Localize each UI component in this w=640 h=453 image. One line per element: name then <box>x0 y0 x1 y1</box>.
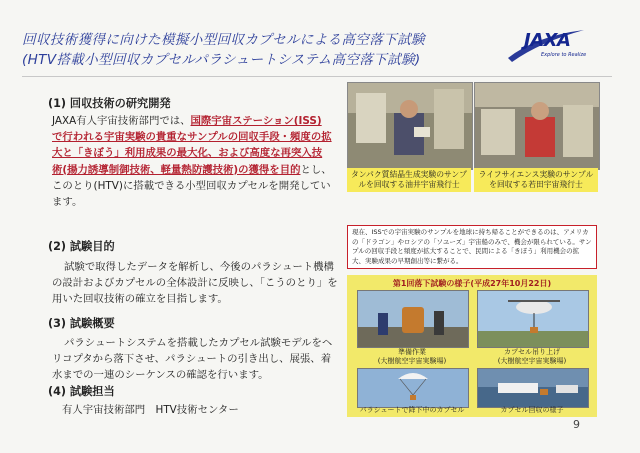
drop-test-panel <box>347 275 597 417</box>
prep-work-caption: 準備作業 (大樹航空宇宙実験場) <box>377 348 447 365</box>
parachute-descent-caption: パラシュートで降下中のカプセル <box>359 406 465 414</box>
section-4-body: 有人宇宙技術部門 HTV技術センター <box>62 404 239 416</box>
iss-return-note: 現在、ISSでの宇宙実験のサンプルを地球に持ち帰ることができるのは、アメリカの「ドラゴン」やロシアの「ソユーズ」宇宙船のみで、機会が限られている。サンプルの回収手段と頻度が拡大することで、民間による「きぼう」利用機会の拡大、実験成果の早期創出等に繋がる。 <box>347 225 597 269</box>
iss-photo-left <box>347 82 473 170</box>
section-1-body-intro: JAXA有人宇宙技術部門では、 <box>52 115 191 127</box>
capsule-recovery-photo <box>477 368 589 408</box>
title-line-1: 回収技術獲得に向けた模擬小型回収カプセルによる高空落下試験 <box>22 32 425 48</box>
capsule-lift-caption: カプセル吊り上げ (大樹航空宇宙実験場) <box>497 348 567 365</box>
capsule-recovery-caption: カプセル回収の様子 <box>500 406 564 414</box>
logo-wordmark: JAXA <box>524 30 571 51</box>
header-divider <box>22 76 612 77</box>
iss-photo-left-caption: タンパク質結晶生成実験のサンプルを回収する油井宇宙飛行士 <box>347 168 471 192</box>
capsule-lift-photo <box>477 290 589 348</box>
logo-tagline: Explore to Realize <box>541 52 587 58</box>
section-1-body <box>52 113 332 210</box>
section-1-heading: (1) 回収技術の研究開発 <box>48 97 171 110</box>
section-1-body-tail: とし、このとり(HTV)に搭載できる小型回収カプセルを開発しています。 <box>52 163 332 209</box>
title-line-2: (HTV搭載小型回収カプセルパラシュートシステム高空落下試験) <box>22 52 421 68</box>
parachute-descent-photo <box>357 368 469 408</box>
section-4-heading: (4) 試験担当 <box>48 385 115 398</box>
section-2-body: 試験で取得したデータを解析し、今後のパラシュート機構の設計およびカプセルの全体設計に反映し、「こうのとり」を用いた回収技術の確立を目指します。 <box>52 261 338 306</box>
drop-test-title: 第1回落下試験の様子(平成27年10月22日) <box>392 279 552 288</box>
iss-photo-right <box>474 82 600 170</box>
section-3-heading: (3) 試験概要 <box>48 317 115 330</box>
page-number: 9 <box>573 418 580 431</box>
section-1-body-emphasis: 国際宇宙ステーション(ISS)で行われる宇宙実験の貴重なサンプルの回収手段・頻度の拡大と「きぼう」利用成果の最大化、および高度な再突入技術(揚力誘導制御技術、軽量熱防護技術)の獲得を目的 <box>52 115 332 176</box>
jaxa-logo <box>506 28 586 64</box>
iss-photo-right-caption: ライフサイエンス実験のサンプルを回収する若田宇宙飛行士 <box>474 168 598 192</box>
section-2-heading: (2) 試験目的 <box>48 240 115 253</box>
slide-title <box>22 30 502 70</box>
prep-work-photo <box>357 290 469 348</box>
section-3-body: パラシュートシステムを搭載したカプセル試験モデルをヘリコプタから落下させ、パラシュートの引き出し、展張、着水までの一連のシーケンスの確認を行います。 <box>52 337 333 382</box>
